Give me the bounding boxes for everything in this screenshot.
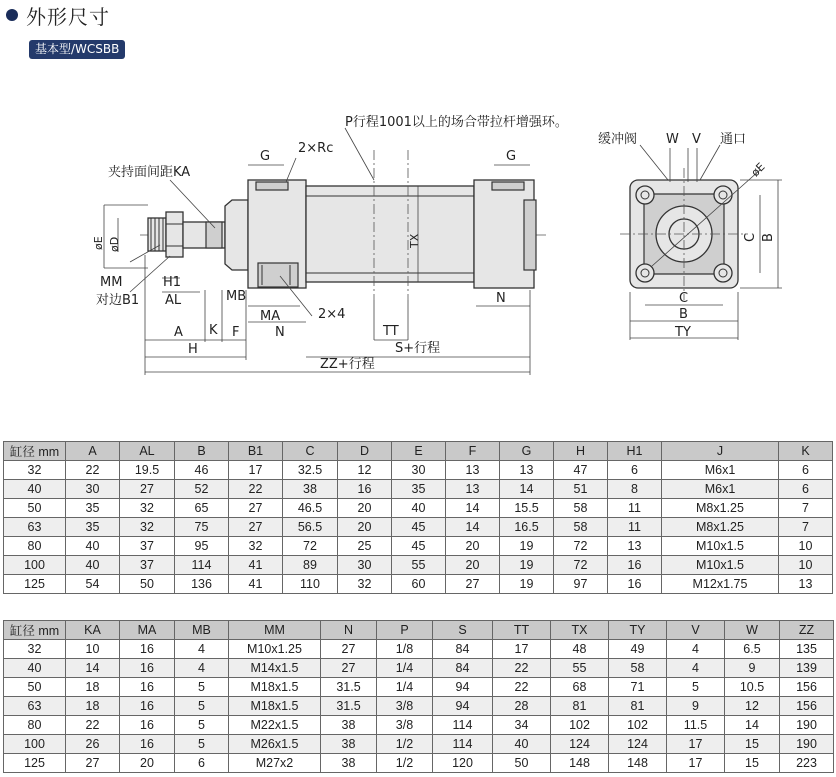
table-cell: 27 xyxy=(321,659,377,678)
table-cell: 125 xyxy=(4,754,66,773)
label-w: W xyxy=(666,132,679,147)
label-ka: 夹持面间距KA xyxy=(108,165,191,180)
label-v: V xyxy=(692,132,701,147)
table-cell: 30 xyxy=(338,556,392,575)
table-cell: 11 xyxy=(608,518,662,537)
table-cell: 58 xyxy=(554,518,608,537)
table-cell: 10 xyxy=(779,537,833,556)
table-cell: 124 xyxy=(551,735,609,754)
table-cell: 27 xyxy=(229,518,283,537)
table-cell: 34 xyxy=(493,716,551,735)
label-n-front: N xyxy=(275,325,285,340)
table-cell: 16 xyxy=(608,575,662,594)
table-cell: 72 xyxy=(283,537,338,556)
column-header: C xyxy=(283,442,338,461)
table-cell: M6x1 xyxy=(662,461,779,480)
table-cell: 51 xyxy=(554,480,608,499)
table-cell: 4 xyxy=(667,640,725,659)
table-cell: 12 xyxy=(725,697,780,716)
table-cell: 114 xyxy=(175,556,229,575)
table-cell: 50 xyxy=(4,678,66,697)
table-cell: 12 xyxy=(338,461,392,480)
table-cell: 50 xyxy=(4,499,66,518)
table-cell: 80 xyxy=(4,537,66,556)
column-header: H1 xyxy=(608,442,662,461)
table-cell: 135 xyxy=(780,640,834,659)
table-cell: 14 xyxy=(500,480,554,499)
table-cell: 45 xyxy=(392,537,446,556)
column-header: H xyxy=(554,442,608,461)
label-holes: 2×4 xyxy=(318,307,346,322)
table-row xyxy=(4,518,833,537)
label-phi-e: øE xyxy=(92,236,105,250)
table-cell: 94 xyxy=(433,697,493,716)
table-row xyxy=(4,556,833,575)
table-cell: 27 xyxy=(446,575,500,594)
table-cell: 124 xyxy=(609,735,667,754)
table-cell: 72 xyxy=(554,556,608,575)
table-cell: 35 xyxy=(392,480,446,499)
table-cell: 15 xyxy=(725,735,780,754)
column-header: TX xyxy=(551,621,609,640)
table-header-row xyxy=(4,621,834,640)
table-cell: 11.5 xyxy=(667,716,725,735)
column-header: B xyxy=(175,442,229,461)
table-cell: 100 xyxy=(4,735,66,754)
table-cell: 18 xyxy=(66,697,120,716)
table-cell: 60 xyxy=(392,575,446,594)
rod-nut xyxy=(166,212,183,257)
label-g-front: G xyxy=(260,149,271,164)
table-cell: 6 xyxy=(779,480,833,499)
label-rc: 2×Rc xyxy=(298,141,334,156)
label-mm: MM xyxy=(100,275,123,290)
table-cell: 32 xyxy=(4,640,66,659)
column-header: S xyxy=(433,621,493,640)
table-cell: 10.5 xyxy=(725,678,780,697)
table-cell: 20 xyxy=(446,556,500,575)
table-cell: 32 xyxy=(338,575,392,594)
model-badge: 基本型/WCSBB xyxy=(29,40,125,59)
table-cell: 16 xyxy=(120,735,175,754)
table-cell: 102 xyxy=(609,716,667,735)
table-cell: 1/8 xyxy=(377,640,433,659)
mount-holes xyxy=(258,263,298,287)
table-cell: 16 xyxy=(120,678,175,697)
table-cell: 49 xyxy=(609,640,667,659)
table-cell: 47 xyxy=(554,461,608,480)
table-cell: 9 xyxy=(725,659,780,678)
column-header: TT xyxy=(493,621,551,640)
table-cell: 1/2 xyxy=(377,735,433,754)
table-cell: 40 xyxy=(66,556,120,575)
table-cell: M12x1.75 xyxy=(662,575,779,594)
table-cell: 102 xyxy=(551,716,609,735)
table-cell: M6x1 xyxy=(662,480,779,499)
label-phi-e-side: øE xyxy=(748,160,768,180)
table-cell: 37 xyxy=(120,556,175,575)
label-b-bottom: B xyxy=(679,307,688,322)
table-cell: 22 xyxy=(229,480,283,499)
table-cell: M10x1.25 xyxy=(229,640,321,659)
table-cell: 32.5 xyxy=(283,461,338,480)
tie-rod-hole-bl xyxy=(636,264,654,282)
table-cell: 41 xyxy=(229,556,283,575)
table-row xyxy=(4,640,834,659)
table-cell: 52 xyxy=(175,480,229,499)
table-cell: 27 xyxy=(321,640,377,659)
table-cell: 114 xyxy=(433,716,493,735)
table-cell: 13 xyxy=(608,537,662,556)
table-cell: 40 xyxy=(493,735,551,754)
table-cell: 31.5 xyxy=(321,678,377,697)
table-cell: 20 xyxy=(120,754,175,773)
table-cell: 84 xyxy=(433,640,493,659)
table-cell: 31.5 xyxy=(321,697,377,716)
table-cell: 97 xyxy=(554,575,608,594)
table-cell: 5 xyxy=(175,735,229,754)
table-cell: 7 xyxy=(779,499,833,518)
table-cell: 6 xyxy=(175,754,229,773)
table-cell: 75 xyxy=(175,518,229,537)
table-cell: 156 xyxy=(780,678,834,697)
rod-boss xyxy=(225,200,248,270)
table-cell: 32 xyxy=(120,499,175,518)
table-cell: 55 xyxy=(392,556,446,575)
label-h1: H1 xyxy=(163,275,182,290)
table-cell: 19 xyxy=(500,537,554,556)
label-n-rear: N xyxy=(496,291,506,306)
table-cell: M8x1.25 xyxy=(662,499,779,518)
table-cell: 38 xyxy=(321,735,377,754)
table-cell: 27 xyxy=(120,480,175,499)
table-cell: 16 xyxy=(120,659,175,678)
table-cell: 63 xyxy=(4,518,66,537)
table-cell: 190 xyxy=(780,716,834,735)
table-row xyxy=(4,537,833,556)
table-cell: 100 xyxy=(4,556,66,575)
table-cell: 5 xyxy=(667,678,725,697)
table-cell: 136 xyxy=(175,575,229,594)
table-cell: 22 xyxy=(66,461,120,480)
table-cell: 94 xyxy=(433,678,493,697)
table-cell: 45 xyxy=(392,518,446,537)
table-cell: 156 xyxy=(780,697,834,716)
table-cell: 27 xyxy=(229,499,283,518)
table-cell: 4 xyxy=(667,659,725,678)
column-header: V xyxy=(667,621,725,640)
column-header: KA xyxy=(66,621,120,640)
label-phi-d: øD xyxy=(108,236,121,252)
label-a: A xyxy=(174,325,183,340)
table-cell: 80 xyxy=(4,716,66,735)
dimension-table-1 xyxy=(3,441,833,594)
table-cell: 72 xyxy=(554,537,608,556)
table-row xyxy=(4,499,833,518)
table-cell: 14 xyxy=(725,716,780,735)
table-cell: 9 xyxy=(667,697,725,716)
table-cell: M27x2 xyxy=(229,754,321,773)
section-title-text: 外形尺寸 xyxy=(26,4,110,29)
table-cell: M18x1.5 xyxy=(229,678,321,697)
port-rear xyxy=(492,182,524,190)
table-cell: M26x1.5 xyxy=(229,735,321,754)
table-cell: 50 xyxy=(120,575,175,594)
table-cell: 14 xyxy=(66,659,120,678)
table-row xyxy=(4,659,834,678)
label-f: F xyxy=(232,325,240,340)
table-cell: 19 xyxy=(500,575,554,594)
column-header: 缸径 mm xyxy=(4,442,66,461)
table-cell: 17 xyxy=(667,754,725,773)
column-header: A xyxy=(66,442,120,461)
column-header: G xyxy=(500,442,554,461)
table-cell: 50 xyxy=(493,754,551,773)
table-cell: 13 xyxy=(446,461,500,480)
table-cell: 14 xyxy=(446,518,500,537)
dimension-table-2 xyxy=(3,620,834,773)
table-cell: 148 xyxy=(609,754,667,773)
table-row xyxy=(4,716,834,735)
table-cell: 40 xyxy=(66,537,120,556)
table-cell: 3/8 xyxy=(377,697,433,716)
table-cell: 5 xyxy=(175,678,229,697)
table-cell: 63 xyxy=(4,697,66,716)
table-cell: M18x1.5 xyxy=(229,697,321,716)
column-header: E xyxy=(392,442,446,461)
table-cell: 19 xyxy=(500,556,554,575)
table-cell: 6.5 xyxy=(725,640,780,659)
column-header: 缸径 mm xyxy=(4,621,66,640)
table-cell: 15.5 xyxy=(500,499,554,518)
table-cell: 16 xyxy=(608,556,662,575)
table-cell: 125 xyxy=(4,575,66,594)
label-b1: 对边B1 xyxy=(96,293,140,308)
table-cell: 22 xyxy=(66,716,120,735)
table-cell: 30 xyxy=(66,480,120,499)
cushion-boss xyxy=(524,200,536,270)
label-h: H xyxy=(188,342,198,357)
column-header: F xyxy=(446,442,500,461)
table-row xyxy=(4,735,834,754)
table-cell: 32 xyxy=(120,518,175,537)
label-al: AL xyxy=(165,293,182,308)
table-cell: 11 xyxy=(608,499,662,518)
table-cell: 41 xyxy=(229,575,283,594)
table-cell: 48 xyxy=(551,640,609,659)
label-port: 通口 xyxy=(720,132,747,147)
label-tx: TX xyxy=(408,233,421,248)
table-cell: 28 xyxy=(493,697,551,716)
table-cell: 16 xyxy=(338,480,392,499)
label-mb: MB xyxy=(226,289,247,304)
table-cell: 38 xyxy=(321,716,377,735)
table-cell: 10 xyxy=(66,640,120,659)
table-cell: 38 xyxy=(321,754,377,773)
table-cell: 190 xyxy=(780,735,834,754)
column-header: MM xyxy=(229,621,321,640)
label-tt: TT xyxy=(383,324,399,339)
table-cell: 8 xyxy=(608,480,662,499)
table-cell: 1/2 xyxy=(377,754,433,773)
label-ma: MA xyxy=(260,309,281,324)
table-cell: 40 xyxy=(4,480,66,499)
column-header: B1 xyxy=(229,442,283,461)
table-cell: 54 xyxy=(66,575,120,594)
table-cell: 13 xyxy=(779,575,833,594)
label-g-rear: G xyxy=(506,149,517,164)
table-header-row xyxy=(4,442,833,461)
table-cell: 17 xyxy=(667,735,725,754)
table-cell: 19.5 xyxy=(120,461,175,480)
table-cell: 120 xyxy=(433,754,493,773)
table-row xyxy=(4,754,834,773)
column-header: P xyxy=(377,621,433,640)
label-k: K xyxy=(209,323,218,338)
column-header: MA xyxy=(120,621,175,640)
table-cell: 20 xyxy=(338,499,392,518)
table-cell: 223 xyxy=(780,754,834,773)
table-cell: 13 xyxy=(446,480,500,499)
table-cell: 89 xyxy=(283,556,338,575)
table-cell: 139 xyxy=(780,659,834,678)
column-header: J xyxy=(662,442,779,461)
table-cell: 3/8 xyxy=(377,716,433,735)
column-header: TY xyxy=(609,621,667,640)
table-cell: 38 xyxy=(283,480,338,499)
table-cell: 95 xyxy=(175,537,229,556)
table-cell: 65 xyxy=(175,499,229,518)
table-row xyxy=(4,480,833,499)
column-header: K xyxy=(779,442,833,461)
table-cell: 148 xyxy=(551,754,609,773)
table-cell: 7 xyxy=(779,518,833,537)
column-header: N xyxy=(321,621,377,640)
table-cell: 30 xyxy=(392,461,446,480)
table-cell: 20 xyxy=(446,537,500,556)
label-zz: ZZ+行程 xyxy=(320,357,375,372)
tie-rod-hole-tl xyxy=(636,186,654,204)
table-cell: 71 xyxy=(609,678,667,697)
table-cell: 14 xyxy=(446,499,500,518)
table-cell: 22 xyxy=(493,678,551,697)
table-cell: 84 xyxy=(433,659,493,678)
table-cell: 58 xyxy=(609,659,667,678)
table-cell: 10 xyxy=(779,556,833,575)
table-row xyxy=(4,461,833,480)
cylinder-barrel xyxy=(306,186,474,282)
table-cell: 81 xyxy=(609,697,667,716)
table-cell: 5 xyxy=(175,716,229,735)
table-cell: 16 xyxy=(120,716,175,735)
table-cell: 25 xyxy=(338,537,392,556)
label-s: S+行程 xyxy=(395,341,441,356)
column-header: MB xyxy=(175,621,229,640)
table-cell: 56.5 xyxy=(283,518,338,537)
table-cell: M8x1.25 xyxy=(662,518,779,537)
table-cell: 16 xyxy=(120,640,175,659)
table-cell: 32 xyxy=(4,461,66,480)
table-cell: 22 xyxy=(493,659,551,678)
table-row xyxy=(4,575,833,594)
table-cell: 17 xyxy=(229,461,283,480)
table-cell: 4 xyxy=(175,659,229,678)
column-header: D xyxy=(338,442,392,461)
column-header: W xyxy=(725,621,780,640)
table-cell: 40 xyxy=(4,659,66,678)
table-cell: 26 xyxy=(66,735,120,754)
table-cell: 27 xyxy=(66,754,120,773)
table-cell: 55 xyxy=(551,659,609,678)
port-front xyxy=(256,182,288,190)
table-cell: 40 xyxy=(392,499,446,518)
table-cell: 35 xyxy=(66,499,120,518)
table-cell: 16 xyxy=(120,697,175,716)
column-header: AL xyxy=(120,442,175,461)
table-cell: 15 xyxy=(725,754,780,773)
label-cushion: 缓冲阀 xyxy=(598,132,638,147)
table-cell: 68 xyxy=(551,678,609,697)
table-cell: 81 xyxy=(551,697,609,716)
table-cell: 6 xyxy=(608,461,662,480)
column-header: ZZ xyxy=(780,621,834,640)
table-cell: 16.5 xyxy=(500,518,554,537)
table-cell: 46 xyxy=(175,461,229,480)
table-cell: 20 xyxy=(338,518,392,537)
table-cell: 18 xyxy=(66,678,120,697)
table-cell: 1/4 xyxy=(377,659,433,678)
tie-rod-hole-br xyxy=(714,264,732,282)
table-cell: 13 xyxy=(500,461,554,480)
label-ty: TY xyxy=(675,325,691,340)
label-c-bottom: C xyxy=(679,291,689,306)
label-b-side: B xyxy=(761,233,776,242)
table-cell: 114 xyxy=(433,735,493,754)
table-cell: M10x1.5 xyxy=(662,537,779,556)
table-cell: 1/4 xyxy=(377,678,433,697)
table-cell: 35 xyxy=(66,518,120,537)
table-row xyxy=(4,678,834,697)
table-cell: M14x1.5 xyxy=(229,659,321,678)
table-cell: 58 xyxy=(554,499,608,518)
table-cell: 17 xyxy=(493,640,551,659)
table-cell: 46.5 xyxy=(283,499,338,518)
table-cell: 110 xyxy=(283,575,338,594)
rod-flats xyxy=(206,222,222,248)
note-tie-rod: P行程1001以上的场合带拉杆增强环。 xyxy=(345,115,568,130)
tie-rod-hole-tr xyxy=(714,186,732,204)
table-cell: 5 xyxy=(175,697,229,716)
table-cell: M22x1.5 xyxy=(229,716,321,735)
table-row xyxy=(4,697,834,716)
table-cell: M10x1.5 xyxy=(662,556,779,575)
table-cell: 37 xyxy=(120,537,175,556)
label-c-side: C xyxy=(743,232,758,242)
table-cell: 4 xyxy=(175,640,229,659)
table-cell: 6 xyxy=(779,461,833,480)
table-cell: 32 xyxy=(229,537,283,556)
